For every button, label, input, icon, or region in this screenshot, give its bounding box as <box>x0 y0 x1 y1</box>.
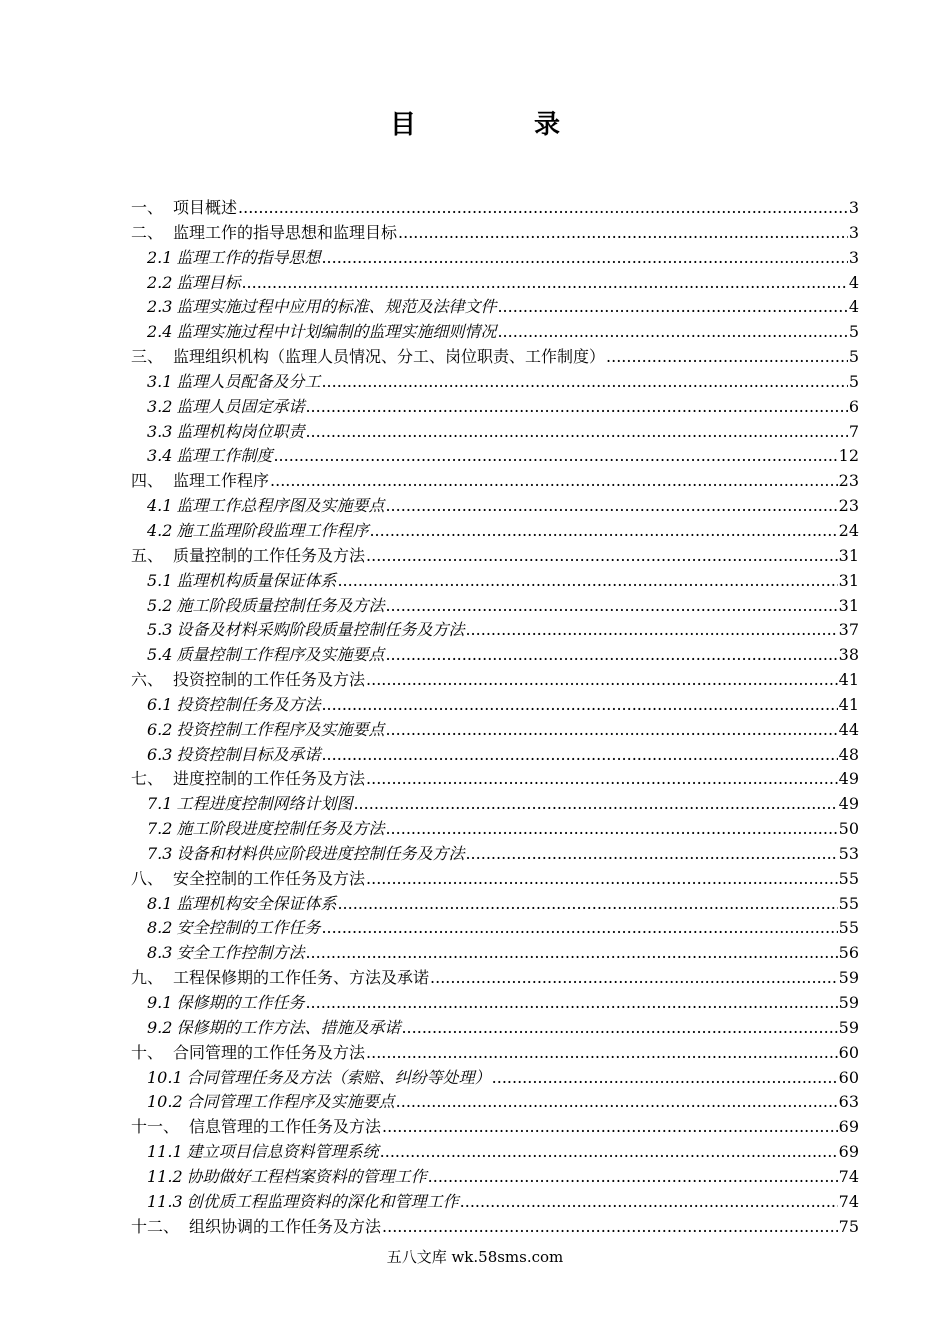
toc-entry-page: 60 <box>838 1067 859 1087</box>
toc-section-entry[interactable] <box>131 817 859 842</box>
toc-entry-number: 九、 <box>131 968 164 988</box>
toc-chapter-entry[interactable] <box>131 767 859 792</box>
toc-dot-leader <box>305 395 847 420</box>
toc-entry-page: 59 <box>838 993 859 1012</box>
toc-dot-leader <box>353 792 837 817</box>
toc-dot-leader <box>465 618 837 643</box>
toc-dot-leader <box>382 1115 838 1140</box>
toc-entry-title: 协助做好工程档案资料的管理工作 <box>186 1166 427 1186</box>
toc-entry-number: 四、 <box>131 471 164 491</box>
toc-dot-leader <box>321 916 837 941</box>
toc-section-entry[interactable] <box>131 1016 859 1041</box>
toc-entry-title: 安全控制的工作任务及方法 <box>173 868 366 888</box>
toc-dot-leader <box>428 1165 838 1190</box>
toc-entry-page: 4 <box>848 272 859 292</box>
toc-entry-page: 63 <box>838 1092 859 1112</box>
toc-entry-number: 3.4 <box>147 446 173 466</box>
toc-entry-page: 53 <box>838 843 859 863</box>
toc-entry-number: 七、 <box>131 769 164 789</box>
toc-entry-page: 75 <box>838 1216 859 1236</box>
toc-entry-page: 41 <box>838 694 859 714</box>
toc-entry-page: 37 <box>838 620 859 640</box>
toc-dot-leader <box>385 494 837 519</box>
toc-entry-number: 7.2 <box>147 819 173 839</box>
toc-entry-page: 74 <box>838 1166 859 1186</box>
toc-entry-title: 施工阶段质量控制任务及方法 <box>176 595 385 615</box>
toc-entry-page: 23 <box>838 471 859 491</box>
toc-section-entry[interactable] <box>131 693 859 718</box>
toc-dot-leader <box>385 718 837 743</box>
toc-entry-page: 55 <box>838 918 859 938</box>
toc-entry-number: 7.1 <box>147 794 173 814</box>
page-title: 目 录 <box>389 110 606 140</box>
toc-entry-page: 4 <box>848 297 859 317</box>
toc-section-entry[interactable] <box>131 842 859 867</box>
toc-section-entry[interactable] <box>131 792 859 817</box>
toc-section-entry[interactable] <box>131 494 859 519</box>
toc-chapter-entry[interactable] <box>131 544 859 569</box>
toc-dot-leader <box>380 1140 838 1165</box>
toc-entry-title: 施工监理阶段监理工作程序 <box>176 520 369 540</box>
toc-entry-page: 55 <box>838 868 859 888</box>
toc-section-entry[interactable] <box>131 941 859 966</box>
toc-entry-number: 一、 <box>131 198 164 217</box>
toc-entry-page: 24 <box>838 520 859 540</box>
toc-dot-leader <box>385 594 837 619</box>
toc-entry-title: 投资控制目标及承诺 <box>176 744 321 764</box>
toc-entry-number: 5.1 <box>147 570 173 590</box>
toc-entry-page: 69 <box>838 1117 859 1137</box>
toc-entry-page: 3 <box>848 222 859 242</box>
toc-entry-number: 11.3 <box>147 1191 183 1211</box>
toc-entry-number: 3.3 <box>147 421 173 441</box>
toc-entry-number: 9.1 <box>147 993 173 1012</box>
toc-section-entry[interactable] <box>131 271 859 296</box>
toc-section-entry[interactable] <box>131 743 859 768</box>
toc-section-entry[interactable] <box>131 1090 859 1115</box>
toc-chapter-entry[interactable] <box>131 668 859 693</box>
toc-dot-leader <box>337 892 837 917</box>
toc-entry-title: 施工阶段进度控制任务及方法 <box>176 819 385 839</box>
toc-entry-title: 监理工作程序 <box>173 471 270 491</box>
toc-entry-number: 2.4 <box>147 322 173 342</box>
toc-entry-title: 项目概述 <box>173 198 238 217</box>
toc-entry-title: 工程保修期的工作任务、方法及承诺 <box>173 968 430 988</box>
toc-entry-title: 质量控制工作程序及实施要点 <box>176 645 385 665</box>
toc-entry-title: 合同管理任务及方法（索赔、纠纷等处理） <box>186 1067 491 1087</box>
toc-dot-leader <box>321 743 837 768</box>
toc-entry-title: 监理工作总程序图及实施要点 <box>176 496 385 516</box>
toc-entry-title: 投资控制任务及方法 <box>176 694 321 714</box>
toc-chapter-entry[interactable] <box>131 469 859 494</box>
toc-entry-page: 6 <box>848 396 859 416</box>
toc-entry-number: 4.1 <box>147 496 173 516</box>
toc-entry-title: 投资控制的工作任务及方法 <box>173 670 366 690</box>
toc-entry-page: 3 <box>848 198 859 217</box>
toc-entry-number: 三、 <box>131 347 164 367</box>
toc-entry-title: 监理工作的指导思想和监理目标 <box>173 222 398 242</box>
toc-entry-number: 5.2 <box>147 595 173 615</box>
toc-dot-leader <box>492 1066 838 1091</box>
toc-dot-leader <box>385 643 837 668</box>
toc-entry-title: 创优质工程监理资料的深化和管理工作 <box>186 1191 459 1211</box>
toc-section-entry[interactable] <box>131 246 859 271</box>
toc-entry-number: 10.1 <box>147 1067 183 1087</box>
toc-chapter-entry[interactable] <box>131 196 859 221</box>
toc-entry-title: 监理实施过程中应用的标准、规范及法律文件 <box>176 297 497 317</box>
toc-entry-page: 59 <box>838 1017 859 1037</box>
toc-chapter-entry[interactable] <box>131 867 859 892</box>
toc-dot-leader <box>366 767 838 792</box>
toc-entry-title: 进度控制的工作任务及方法 <box>173 769 366 789</box>
toc-dot-leader <box>606 345 848 370</box>
toc-entry-title: 组织协调的工作任务及方法 <box>189 1216 382 1236</box>
toc-entry-title: 合同管理工作程序及实施要点 <box>186 1092 395 1112</box>
toc-section-entry[interactable] <box>131 519 859 544</box>
toc-section-entry[interactable] <box>131 916 859 941</box>
toc-dot-leader <box>321 246 847 271</box>
toc-entry-number: 6.1 <box>147 694 173 714</box>
toc-dot-leader <box>497 295 847 320</box>
toc-entry-page: 23 <box>838 496 859 516</box>
toc-chapter-entry[interactable] <box>131 221 859 246</box>
toc-dot-leader <box>396 1090 838 1115</box>
toc-entry-title: 监理机构岗位职责 <box>176 421 305 441</box>
toc-entry-page: 74 <box>838 1191 859 1211</box>
toc-entry-page: 12 <box>838 446 859 466</box>
toc-entry-title: 建立项目信息资料管理系统 <box>186 1142 379 1162</box>
toc-entry-number: 7.3 <box>147 843 173 863</box>
toc-dot-leader <box>321 370 847 395</box>
toc-dot-leader <box>401 1016 837 1041</box>
toc-entry-number: 11.2 <box>147 1166 183 1186</box>
toc-entry-title: 监理目标 <box>176 272 241 292</box>
toc-entry-number: 八、 <box>131 868 164 888</box>
toc-entry-page: 44 <box>838 719 859 739</box>
toc-dot-leader <box>460 1190 838 1215</box>
toc-entry-title: 监理人员固定承诺 <box>176 396 305 416</box>
toc-dot-leader <box>305 420 847 445</box>
toc-entry-title: 保修期的工作任务 <box>176 993 305 1012</box>
toc-section-entry[interactable] <box>131 594 859 619</box>
toc-entry-number: 10.2 <box>147 1092 183 1112</box>
toc-section-entry[interactable] <box>131 420 859 445</box>
toc-chapter-entry[interactable] <box>131 966 859 991</box>
toc-entry-title: 设备及材料采购阶段质量控制任务及方法 <box>176 620 465 640</box>
toc-entry-page: 49 <box>838 769 859 789</box>
toc-entry-page: 48 <box>838 744 859 764</box>
toc-entry-title: 监理工作制度 <box>176 446 273 466</box>
toc-section-entry[interactable] <box>131 295 859 320</box>
toc-dot-leader <box>273 444 837 469</box>
toc-entry-page: 56 <box>838 943 859 963</box>
toc-entry-number: 五、 <box>131 545 164 565</box>
toc-entry-page: 49 <box>838 794 859 814</box>
toc-dot-leader <box>366 1041 838 1066</box>
toc-dot-leader <box>337 569 837 594</box>
toc-entry-number: 十、 <box>131 1042 164 1062</box>
toc-entry-number: 3.2 <box>147 396 173 416</box>
table-of-contents <box>131 196 859 1239</box>
toc-entry-page: 31 <box>838 545 859 565</box>
toc-dot-leader <box>385 817 837 842</box>
toc-entry-number: 4.2 <box>147 520 173 540</box>
toc-entry-page: 7 <box>848 421 859 441</box>
toc-section-entry[interactable] <box>131 1140 859 1165</box>
toc-entry-number: 8.2 <box>147 918 173 938</box>
toc-entry-title: 监理实施过程中计划编制的监理实施细则情况 <box>176 322 497 342</box>
toc-section-entry[interactable] <box>131 395 859 420</box>
toc-entry-title: 监理机构质量保证体系 <box>176 570 337 590</box>
toc-dot-leader <box>369 519 837 544</box>
toc-section-entry[interactable] <box>131 643 859 668</box>
toc-dot-leader <box>465 842 837 867</box>
toc-entry-title: 监理组织机构（监理人员情况、分工、岗位职责、工作制度） <box>173 347 606 367</box>
toc-entry-title: 监理人员配备及分工 <box>176 371 321 391</box>
toc-entry-number: 十二、 <box>131 1216 180 1236</box>
toc-entry-number: 6.2 <box>147 719 173 739</box>
toc-entry-title: 质量控制的工作任务及方法 <box>173 545 366 565</box>
toc-entry-page: 31 <box>838 570 859 590</box>
toc-section-entry[interactable] <box>131 1165 859 1190</box>
toc-entry-page: 38 <box>838 645 859 665</box>
toc-chapter-entry[interactable] <box>131 345 859 370</box>
toc-dot-leader <box>398 221 848 246</box>
toc-dot-leader <box>321 693 837 718</box>
toc-section-entry[interactable] <box>131 991 859 1016</box>
toc-section-entry[interactable] <box>131 569 859 594</box>
toc-section-entry[interactable] <box>131 892 859 917</box>
toc-entry-page: 50 <box>838 819 859 839</box>
toc-section-entry[interactable] <box>131 718 859 743</box>
toc-chapter-entry[interactable] <box>131 1215 859 1240</box>
toc-entry-page: 59 <box>838 968 859 988</box>
toc-dot-leader <box>241 271 847 296</box>
toc-section-entry[interactable] <box>131 370 859 395</box>
toc-entry-page: 69 <box>838 1142 859 1162</box>
toc-entry-title: 安全控制的工作任务 <box>176 918 321 938</box>
toc-dot-leader <box>430 966 838 991</box>
toc-entry-title: 设备和材料供应阶段进度控制任务及方法 <box>176 843 465 863</box>
toc-entry-page: 60 <box>838 1042 859 1062</box>
toc-entry-page: 55 <box>838 893 859 913</box>
toc-dot-leader <box>366 544 838 569</box>
toc-entry-title: 监理机构安全保证体系 <box>176 893 337 913</box>
toc-section-entry[interactable] <box>131 1190 859 1215</box>
toc-section-entry[interactable] <box>131 444 859 469</box>
toc-dot-leader <box>270 469 838 494</box>
toc-entry-number: 6.3 <box>147 744 173 764</box>
toc-section-entry[interactable] <box>131 320 859 345</box>
toc-entry-page: 31 <box>838 595 859 615</box>
footer-watermark: 五八文库 wk.58sms.com <box>386 1248 564 1266</box>
toc-entry-number: 十一、 <box>131 1117 180 1137</box>
toc-entry-page: 5 <box>848 322 859 342</box>
toc-entry-number: 二、 <box>131 222 164 242</box>
toc-section-entry[interactable] <box>131 618 859 643</box>
toc-entry-number: 2.1 <box>147 247 173 267</box>
toc-dot-leader <box>497 320 847 345</box>
toc-entry-number: 2.3 <box>147 297 173 317</box>
toc-entry-number: 2.2 <box>147 272 173 292</box>
toc-entry-page: 5 <box>848 371 859 391</box>
toc-entry-number: 9.2 <box>147 1017 173 1037</box>
toc-entry-title: 合同管理的工作任务及方法 <box>173 1042 366 1062</box>
toc-entry-title: 监理工作的指导思想 <box>176 247 321 267</box>
toc-entry-title: 保修期的工作方法、措施及承诺 <box>176 1017 401 1037</box>
toc-dot-leader <box>366 867 838 892</box>
toc-dot-leader <box>305 941 837 966</box>
toc-dot-leader <box>238 196 848 221</box>
toc-entry-number: 5.4 <box>147 645 173 665</box>
toc-entry-number: 8.3 <box>147 943 173 963</box>
toc-section-entry[interactable] <box>131 1066 859 1091</box>
toc-entry-title: 安全工作控制方法 <box>176 943 305 963</box>
toc-dot-leader <box>305 991 837 1016</box>
toc-entry-number: 5.3 <box>147 620 173 640</box>
toc-entry-page: 5 <box>848 347 859 367</box>
toc-dot-leader <box>366 668 838 693</box>
toc-dot-leader <box>382 1215 838 1240</box>
toc-chapter-entry[interactable] <box>131 1041 859 1066</box>
toc-entry-page: 41 <box>838 670 859 690</box>
toc-entry-number: 8.1 <box>147 893 173 913</box>
toc-entry-number: 3.1 <box>147 371 173 391</box>
toc-entry-number: 11.1 <box>147 1142 183 1162</box>
toc-entry-title: 投资控制工作程序及实施要点 <box>176 719 385 739</box>
toc-entry-title: 工程进度控制网络计划图 <box>176 794 353 814</box>
toc-entry-page: 3 <box>848 247 859 267</box>
toc-entry-number: 六、 <box>131 670 164 690</box>
toc-entry-title: 信息管理的工作任务及方法 <box>189 1117 382 1137</box>
toc-chapter-entry[interactable] <box>131 1115 859 1140</box>
